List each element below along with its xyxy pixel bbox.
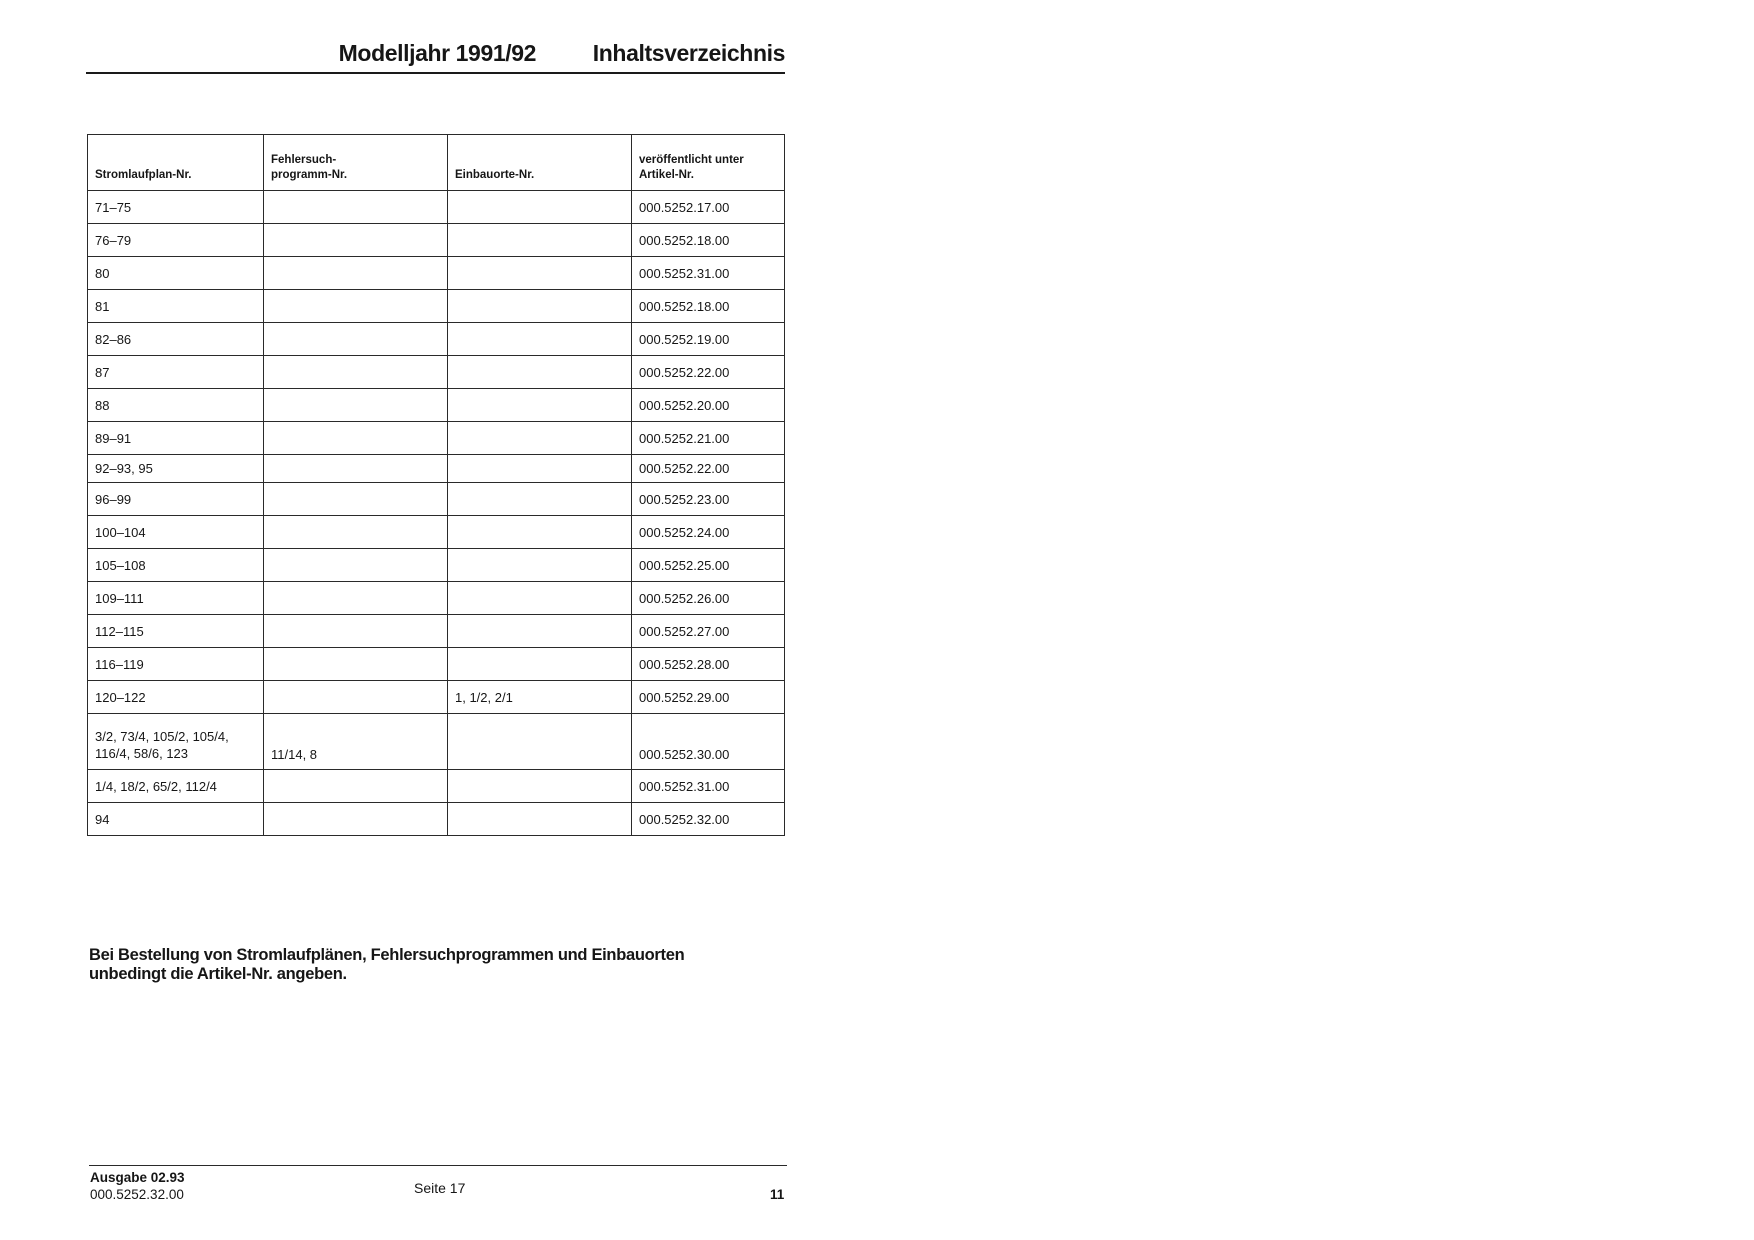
table-row (88, 257, 785, 290)
table-row (88, 323, 785, 356)
model-year-heading: Modelljahr 1991/92 (338, 40, 536, 66)
table-cell: 89–91 (88, 422, 264, 455)
order-note-line-1: Bei Bestellung von Stromlaufplänen, Fehlersuchprogrammen und Einbauorten (89, 946, 685, 964)
contents-table (87, 134, 785, 836)
table-cell (448, 549, 632, 582)
table-row (88, 389, 785, 422)
table-row (88, 549, 785, 582)
table-header-row (88, 135, 785, 191)
table-cell (264, 389, 448, 422)
table-cell (448, 714, 632, 770)
table-cell: 000.5252.28.00 (632, 648, 785, 681)
table-cell: 000.5252.19.00 (632, 323, 785, 356)
footer-divider (89, 1165, 787, 1166)
table-cell: 000.5252.24.00 (632, 516, 785, 549)
table-cell: 96–99 (88, 483, 264, 516)
table-row (88, 483, 785, 516)
table-cell: 000.5252.22.00 (632, 356, 785, 389)
table-body (88, 191, 785, 836)
column-header-stromlaufplan: Stromlaufplan-Nr. (88, 135, 264, 191)
table-cell (448, 803, 632, 836)
page-header (86, 38, 785, 74)
table-cell (264, 549, 448, 582)
footer-edition: Ausgabe 02.93 (90, 1170, 185, 1185)
footer-article-number: 000.5252.32.00 (90, 1187, 184, 1202)
table-cell: 11/14, 8 (264, 714, 448, 770)
table-cell: 82–86 (88, 323, 264, 356)
table-cell (448, 582, 632, 615)
table-row (88, 224, 785, 257)
table-cell (448, 191, 632, 224)
table-cell: 116–119 (88, 648, 264, 681)
table-row (88, 191, 785, 224)
table-cell: 94 (88, 803, 264, 836)
table-cell (264, 191, 448, 224)
table-cell (264, 681, 448, 714)
table-cell: 000.5252.31.00 (632, 257, 785, 290)
table-cell (448, 356, 632, 389)
column-header-einbauorte: Einbauorte-Nr. (448, 135, 632, 191)
table-cell (264, 323, 448, 356)
table-cell: 87 (88, 356, 264, 389)
table-cell: 109–111 (88, 582, 264, 615)
table-cell (448, 770, 632, 803)
table-cell (448, 455, 632, 483)
table-cell: 000.5252.31.00 (632, 770, 785, 803)
table-cell: 000.5252.30.00 (632, 714, 785, 770)
table-cell: 000.5252.18.00 (632, 224, 785, 257)
table-cell: 80 (88, 257, 264, 290)
table-cell: 3/2, 73/4, 105/2, 105/4, 116/4, 58/6, 123 (88, 714, 264, 770)
footer-page-number: 11 (770, 1187, 785, 1202)
table-cell (264, 582, 448, 615)
table-row (88, 455, 785, 483)
table-cell: 000.5252.20.00 (632, 389, 785, 422)
table-cell (264, 483, 448, 516)
table-cell: 000.5252.17.00 (632, 191, 785, 224)
table-cell: 92–93, 95 (88, 455, 264, 483)
footer-page-label: Seite 17 (414, 1180, 466, 1196)
table-row (88, 516, 785, 549)
table-cell: 000.5252.29.00 (632, 681, 785, 714)
table-cell (264, 516, 448, 549)
table-cell: 000.5252.23.00 (632, 483, 785, 516)
table-cell: 112–115 (88, 615, 264, 648)
table-cell (448, 323, 632, 356)
table-cell: 88 (88, 389, 264, 422)
table-cell (448, 615, 632, 648)
table-cell (448, 290, 632, 323)
column-header-artikel-nr: veröffentlicht unter Artikel-Nr. (632, 135, 785, 191)
table-row (88, 648, 785, 681)
table-cell (448, 389, 632, 422)
table-cell: 120–122 (88, 681, 264, 714)
table-cell (264, 422, 448, 455)
table-cell (264, 770, 448, 803)
table-cell: 1/4, 18/2, 65/2, 112/4 (88, 770, 264, 803)
table-row (88, 770, 785, 803)
table-cell (264, 615, 448, 648)
order-note (89, 946, 789, 984)
table-cell (448, 257, 632, 290)
table-cell: 000.5252.25.00 (632, 549, 785, 582)
column-header-fehlersuchprogramm: Fehlersuch- programm-Nr. (264, 135, 448, 191)
table-cell: 000.5252.32.00 (632, 803, 785, 836)
table-cell (264, 224, 448, 257)
table-row (88, 422, 785, 455)
table-cell: 000.5252.27.00 (632, 615, 785, 648)
table-cell (448, 422, 632, 455)
table-cell: 1, 1/2, 2/1 (448, 681, 632, 714)
page-title: Inhaltsverzeichnis (592, 40, 785, 66)
table-cell: 105–108 (88, 549, 264, 582)
table-row (88, 356, 785, 389)
table-cell: 76–79 (88, 224, 264, 257)
table-cell (264, 648, 448, 681)
table-cell: 71–75 (88, 191, 264, 224)
table-row (88, 803, 785, 836)
table-cell: 81 (88, 290, 264, 323)
table-cell (448, 516, 632, 549)
table-cell: 000.5252.22.00 (632, 455, 785, 483)
table-cell: 000.5252.26.00 (632, 582, 785, 615)
table-row (88, 290, 785, 323)
order-note-line-2: unbedingt die Artikel-Nr. angeben. (89, 965, 347, 983)
table-cell (264, 290, 448, 323)
table-cell (264, 257, 448, 290)
table-cell (448, 483, 632, 516)
table-cell (264, 455, 448, 483)
table-cell: 000.5252.18.00 (632, 290, 785, 323)
table-cell (448, 648, 632, 681)
table-row (88, 681, 785, 714)
table-cell (264, 356, 448, 389)
table-row (88, 714, 785, 770)
table-row (88, 582, 785, 615)
table-cell: 100–104 (88, 516, 264, 549)
table-cell (264, 803, 448, 836)
table-cell (448, 224, 632, 257)
table-row (88, 615, 785, 648)
table-cell: 000.5252.21.00 (632, 422, 785, 455)
